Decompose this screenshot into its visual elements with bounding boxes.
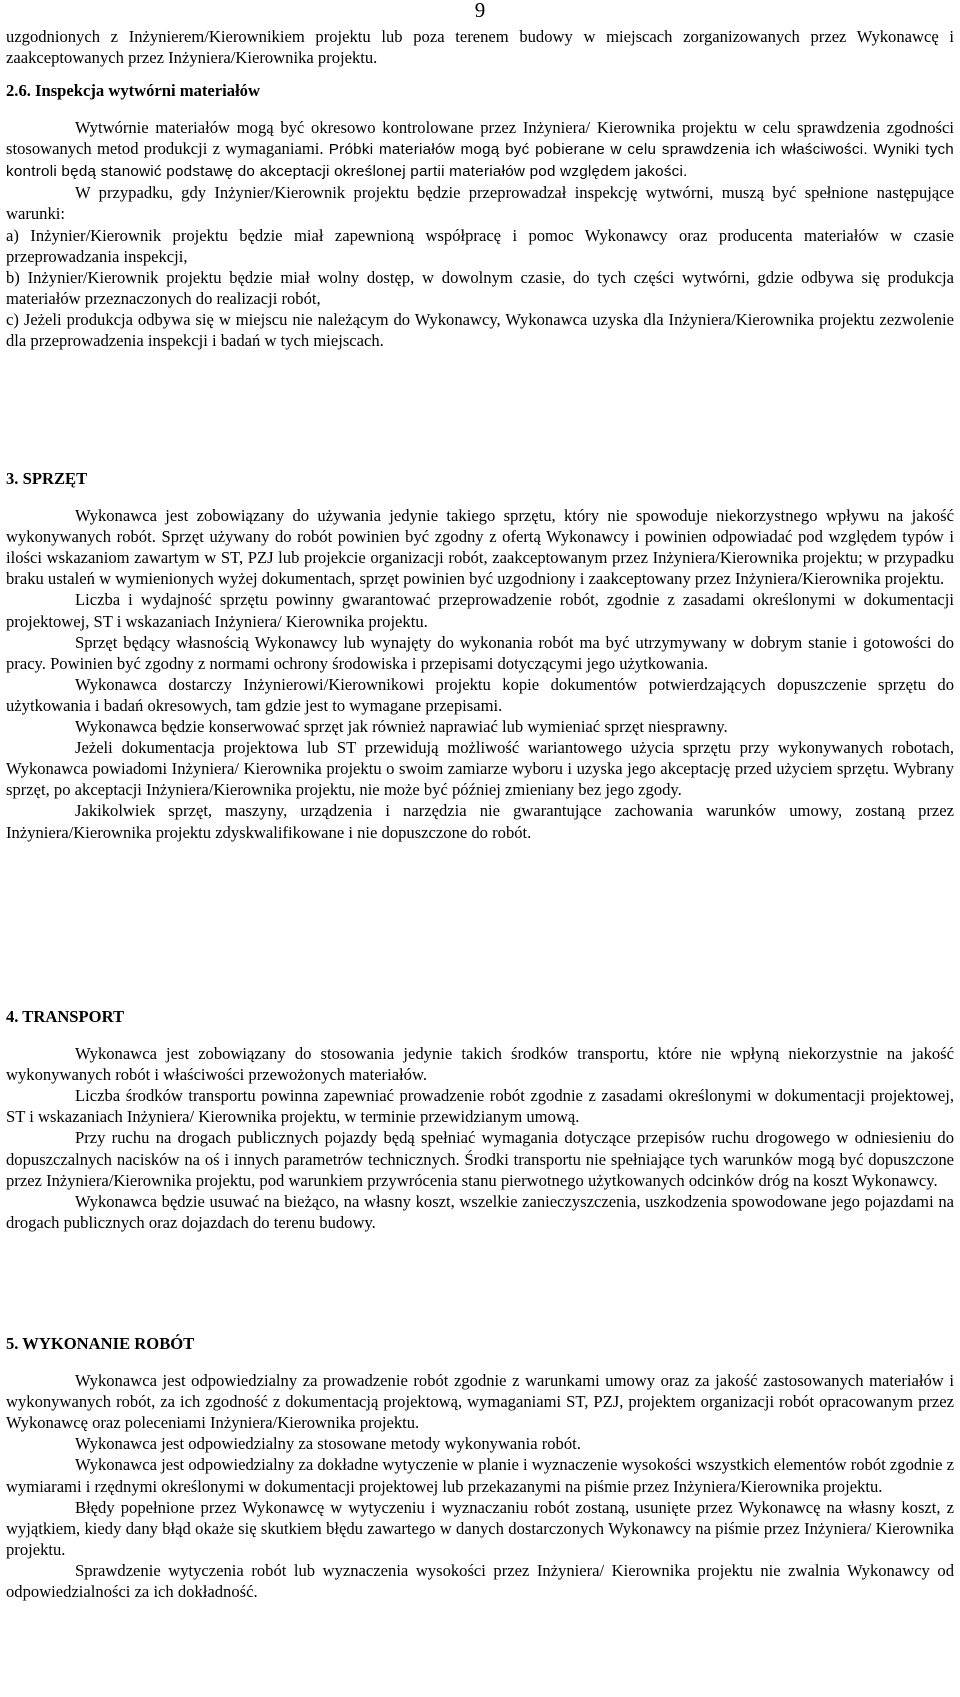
paragraph: Sprawdzenie wytyczenia robót lub wyznaczenia wysokości przez Inżyniera/ Kierownika projektu nie zwalnia Wykonawcy od odpowiedzialności za ich dokładność. [6,1560,954,1602]
paragraph [6,117,954,182]
section-heading: 2.6. Inspekcja wytwórni materiałów [6,81,260,100]
paragraph: Liczba środków transportu powinna zapewniać prowadzenie robót zgodnie z zasadami określonymi w dokumentacji projektowej, ST i wskazaniach Inżyniera/ Kierownika projektu, w terminie przewidzianym umową. [6,1086,954,1127]
paragraph: Wykonawca będzie konserwować sprzęt jak również naprawiać lub wymieniać sprzęt niesprawny. [75,717,728,737]
paragraph: Jakikolwiek sprzęt, maszyny, urządzenia i narzędzia nie gwarantujące zachowania warunków umowy, zostaną przez Inżyniera/Kierownika projektu zdyskwalifikowane i nie dopuszczone do robót. [6,801,954,842]
section-heading: 5. WYKONANIE ROBÓT [6,1334,195,1353]
paragraph: W przypadku, gdy Inżynier/Kierownik projektu będzie przeprowadzał inspekcję wytwórni, muszą być spełnione następujące warunki: [6,183,954,224]
paragraph: Błędy popełnione przez Wykonawcę w wytyczeniu i wyznaczaniu robót zostaną, usunięte przez Wykonawcę na własny koszt, z wyjątkiem, kiedy dany błąd okaże się skutkiem błędu zawartego w danych dostarczonych Wykonawcy na piśmie przez Inżyniera/ Kierownika projektu. [6,1497,954,1559]
list-item-b: b) Inżynier/Kierownik projektu będzie miał wolny dostęp, w dowolnym czasie, do tych części wytwórni, gdzie odbywa się produkcja materiałów przeznaczonych do realizacji robót, [6,267,954,308]
section-2-6 [6,80,954,351]
section-5 [6,1333,954,1602]
paragraph-text-sans: Próbki materiałów mogą być pobierane w celu sprawdzenia ich właściwości. Wyniki tych kontroli będą stanowić podstawę do akceptacji określonej partii materiałów pod względem jakości. [6,141,954,181]
paragraph: Sprzęt będący własnością Wykonawcy lub wynajęty do wykonania robót ma być utrzymywany w dobrym stanie i gotowości do pracy. Powinien być zgodny z normami ochrony środowiska i przepisami dotyczącymi jego użytkowania. [6,632,954,673]
paragraph: Wykonawca jest zobowiązany do używania jedynie takiego sprzętu, który nie spowoduje niekorzystnego wpływu na jakość wykonywanych robót. Sprzęt używany do robót powinien być zgodny z ofertą Wykonawcy i powinien odpowiadać pod względem typów i ilości wskazaniom zawartym w ST, PZJ lub projekcie organizacji robót, zaakceptowanym przez Inżyniera/Kierownika projektu; w przypadku braku ustaleń w wymienionych wyżej dokumentach, sprzęt powinien być uzgodniony i zaakceptowany przez Inżyniera/Kierownika projektu. [6,506,954,589]
paragraph: Wykonawca dostarczy Inżynierowi/Kierownikowi projektu kopie dokumentów potwierdzających dopuszczenie sprzętu do użytkowania i badań okresowych, tam gdzie jest to wymagane przepisami. [6,674,954,715]
paragraph: Jeżeli dokumentacja projektowa lub ST przewidują możliwość wariantowego użycia sprzętu przy wykonywanych robotach, Wykonawca powiadomi Inżyniera/ Kierownika projektu o swoim zamiarze wyboru i uzyska jego akceptację przed użyciem sprzętu. Wybrany sprzęt, po akceptacji Inżyniera/Kierownika projektu, nie może być później zmieniany bez jego zgody. [6,738,954,800]
list-item-c: c) Jeżeli produkcja odbywa się w miejscu nie należącym do Wykonawcy, Wykonawca uzyska dla Inżyniera/Kierownika projektu zezwolenie dla przeprowadzenia inspekcji i badań w tych miejscach. [6,309,954,351]
section-heading: 3. SPRZĘT [6,469,88,488]
paragraph: Liczba i wydajność sprzętu powinny gwarantować przeprowadzenie robót, zgodnie z zasadami określonymi w dokumentacji projektowej, ST i wskazaniach Inżyniera/ Kierownika projektu. [6,590,954,631]
section-heading: 4. TRANSPORT [6,1007,125,1026]
paragraph: Wykonawca jest odpowiedzialny za stosowane metody wykonywania robót. [75,1434,581,1454]
list-item-a: a) Inżynier/Kierownik projektu będzie miał zapewnioną współpracę i pomoc Wykonawcy oraz producenta materiałów w czasie przeprowadzania inspekcji, [6,225,954,266]
paragraph: Wykonawca jest zobowiązany do stosowania jedynie takich środków transportu, które nie wpłyną niekorzystnie na jakość wykonywanych robót i właściwości przewożonych materiałów. [6,1044,954,1085]
paragraph: Wykonawca jest odpowiedzialny za prowadzenie robót zgodnie z warunkami umowy oraz za jakość zastosowanych materiałów i wykonywanych robót, za ich zgodność z dokumentacją projektową, wymaganiami ST, PZJ, projektem organizacji robót opracowanym przez Wykonawcę oraz poleceniami Inżyniera/Kierownika projektu. [6,1371,954,1433]
section-4 [6,1006,954,1233]
paragraph: Wykonawca będzie usuwać na bieżąco, na własny koszt, wszelkie zanieczyszczenia, uszkodzenia spowodowane jego pojazdami na drogach publicznych oraz dojazdach do terenu budowy. [6,1191,954,1232]
paragraph-text: Wytwórnie materiałów mogą być okresowo kontrolowane przez Inżyniera/ Kierownika projektu w celu sprawdzenia zgodności stosowanych metod produkcji z wymaganiami. [6,118,954,159]
intro-paragraph: uzgodnionych z Inżynierem/Kierownikiem projektu lub poza terenem budowy w miejscach zorganizowanych przez Wykonawcę i zaakceptowanych przez Inżyniera/Kierownika projektu. [6,27,954,68]
paragraph: Wykonawca jest odpowiedzialny za dokładne wytyczenie w planie i wyznaczenie wysokości wszystkich elementów robót zgodnie z wymiarami i rzędnymi określonymi w dokumentacji projektowej lub przekazanymi na piśmie przez Inżyniera/Kierownika projektu. [6,1455,954,1496]
section-3 [6,468,954,843]
intro-block [6,26,954,68]
page-number: 9 [474,0,486,22]
paragraph: Przy ruchu na drogach publicznych pojazdy będą spełniać wymagania dotyczące przepisów ruchu drogowego w odniesieniu do dopuszczalnych nacisków na oś i innych parametrów technicznych. Środki transportu nie spełniające tych warunków mogą być dopuszczone przez Inżyniera/Kierownika projektu, pod warunkiem przywrócenia stanu pierwotnego użytkowanych odcinków dróg na koszt Wykonawcy. [6,1128,954,1190]
